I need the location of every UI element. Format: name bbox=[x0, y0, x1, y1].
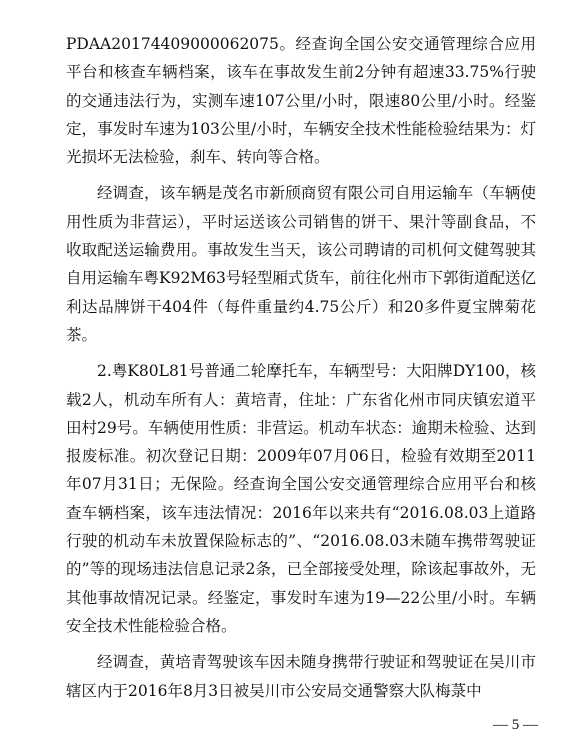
paragraph-vehicle-1-continued: PDAA20174409000062075。经查询全国公安交通管理综合应用平台和核查车辆档案，该车在事故发生前2分钟有超速33.75%行驶的交通违法行为，实测车速107公里/小时，限速80公里/小时。经鉴定，事发时车速为103公里/小时，车辆安全技术性能检验结果为：灯光损坏无法检验，刹车、转向等合格。 bbox=[66, 35, 536, 167]
document-body bbox=[66, 30, 536, 713]
paragraph-vehicle-1-investigation: 经调查，该车辆是茂名市新颀商贸有限公司自用运输车（车辆使用性质为非营运），平时运送该公司销售的饼干、果汁等副食品，不收取配送运输费用。事故发生当天，该公司聘请的司机何文健驾驶其自用运输车粤K92M63号轻型厢式货车，前往化州市下郭街道配送亿利达品牌饼干404件（每件重量约4.75公斤）和20多件夏宝牌菊花茶。 bbox=[66, 184, 536, 344]
paragraph-vehicle-2: 2.粤K80L81号普通二轮摩托车，车辆型号：大阳牌DY100，核载2人，机动车所有人：黄培青，住址：广东省化州市同庆镇宏道平田村29号。车辆使用性质：非营运。机动车状态：逾期未检验、达到报废标准。初次登记日期：2009年07月06日，检验有效期至2011年07月31日；无保险。经查询全国公安交通管理综合应用平台和核查车辆档案，该车违法情况：2016年以来共有“2016.08.03上道路行驶的机动车未放置保险标志的”、“2016.08.03未随车携带驾驶证的”等的现场违法信息记录2条，已全部接受处理，除该起事故外，无其他事故情况记录。经鉴定，事发时车速为19—22公里/小时。车辆安全技术性能检验合格。 bbox=[66, 362, 536, 635]
page-number: — 5 — bbox=[493, 717, 538, 733]
paragraph-vehicle-2-investigation: 经调查，黄培青驾驶该车因未随身携带行驶证和驾驶证在吴川市辖区内于2016年8月3日被吴川市公安局交通警察大队梅菉中 bbox=[66, 653, 536, 700]
